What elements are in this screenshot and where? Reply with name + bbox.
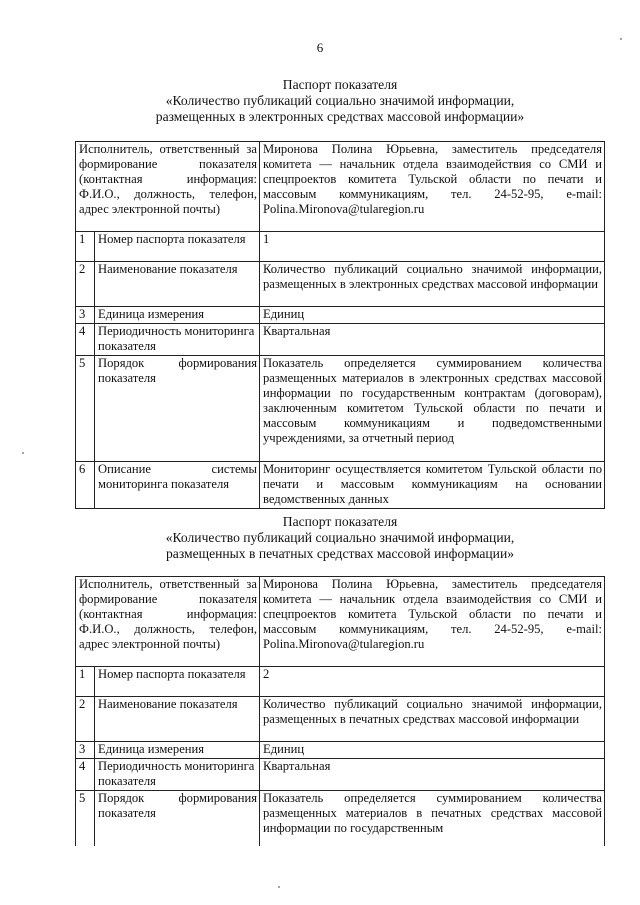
row-value-cell: Количество публикаций социально значимой информации, размещенных в электронных средствах массовой информации xyxy=(260,262,605,307)
row-value-cell: Показатель определяется суммированием количества размещенных материалов в электронных средствах массовой информации по государственным контрактам (договорам), заключенным комитетом Тульской области по печати и массовым коммуникациям и подведомственными учреждениями, за отчетный период xyxy=(260,356,605,462)
row-label-cell: Периодичность мониторинга показателя xyxy=(95,324,260,356)
row-value-cell: Количество публикаций социально значимой информации, размещенных в печатных средствах массовой информации xyxy=(260,697,605,742)
row-number-cell: 2 xyxy=(76,262,95,307)
table-row xyxy=(76,697,605,742)
passport-subtitle-line: размещенных в печатных средствах массовой информации» xyxy=(165,546,515,561)
row-number-cell: 6 xyxy=(76,462,95,509)
table-row xyxy=(76,759,605,791)
row-number-cell: 3 xyxy=(76,742,95,759)
page-number: 6 xyxy=(316,40,324,55)
row-number-cell: 1 xyxy=(76,667,95,697)
row-number-cell: 1 xyxy=(76,232,95,262)
row-number-cell: 4 xyxy=(76,324,95,356)
table-row xyxy=(76,667,605,697)
passport-subtitle-line: «Количество публикаций социально значимой информации, xyxy=(165,93,515,108)
table-row xyxy=(76,742,605,759)
row-value-cell: Единиц xyxy=(260,307,605,324)
row-label-cell: Номер паспорта показателя xyxy=(95,232,260,262)
row-label-cell: Единица измерения xyxy=(95,307,260,324)
row-value-cell: Показатель определяется суммированием количества размещенных материалов в печатных средствах массовой информации по государственным xyxy=(260,791,605,847)
passport-subtitle-line: «Количество публикаций социально значимой информации, xyxy=(165,530,515,545)
scan-speck xyxy=(22,452,24,454)
row-label-cell: Порядок формирования показателя xyxy=(95,791,260,847)
row-label-cell: Порядок формирования показателя xyxy=(95,356,260,462)
row-label-cell: Наименование показателя xyxy=(95,697,260,742)
passport-table xyxy=(75,576,605,846)
row-label-cell: Периодичность мониторинга показателя xyxy=(95,759,260,791)
row-number-cell: 3 xyxy=(76,307,95,324)
row-label-cell: Описание системы мониторинга показателя xyxy=(95,462,260,509)
executor-value-cell: Миронова Полина Юрьевна, заместитель председателя комитета — начальник отдела взаимодействия со СМИ и спецпроектов комитета Тульской области по печати и массовым коммуникациям, тел. 24-52-95, e-mail: Polina.Mironova@tularegion.ru xyxy=(260,142,605,232)
row-value-cell: Квартальная xyxy=(260,759,605,791)
row-value-cell: Мониторинг осуществляется комитетом Тульской области по печати и массовым коммуникациям на основании ведомственных данных xyxy=(260,462,605,509)
row-label-cell: Единица измерения xyxy=(95,742,260,759)
table-row xyxy=(76,791,605,847)
scan-speck xyxy=(620,38,622,40)
row-value-cell: 1 xyxy=(260,232,605,262)
passport-heading: Паспорт показателя xyxy=(282,77,398,92)
row-number-cell: 5 xyxy=(76,791,95,847)
executor-label-cell: Исполнитель, ответственный за формирование показателя (контактная информация: Ф.И.О., должность, телефон, адрес электронной почты) xyxy=(76,577,260,667)
passport-heading: Паспорт показателя xyxy=(282,514,398,529)
executor-value-cell: Миронова Полина Юрьевна, заместитель председателя комитета — начальник отдела взаимодействия со СМИ и спецпроектов комитета Тульской области по печати и массовым коммуникациям, тел. 24-52-95, e-mail: Polina.Mironova@tularegion.ru xyxy=(260,577,605,667)
row-label-cell: Номер паспорта показателя xyxy=(95,667,260,697)
row-value-cell: 2 xyxy=(260,667,605,697)
row-label-cell: Наименование показателя xyxy=(95,262,260,307)
row-number-cell: 4 xyxy=(76,759,95,791)
scan-speck xyxy=(278,886,280,888)
row-number-cell: 2 xyxy=(76,697,95,742)
table-row xyxy=(76,577,605,667)
row-value-cell: Единиц xyxy=(260,742,605,759)
executor-label-cell: Исполнитель, ответственный за формирование показателя (контактная информация: Ф.И.О., должность, телефон, адрес электронной почты) xyxy=(76,142,260,232)
row-value-cell: Квартальная xyxy=(260,324,605,356)
passport-subtitle-line: размещенных в электронных средствах массовой информации» xyxy=(155,109,525,124)
row-number-cell: 5 xyxy=(76,356,95,462)
